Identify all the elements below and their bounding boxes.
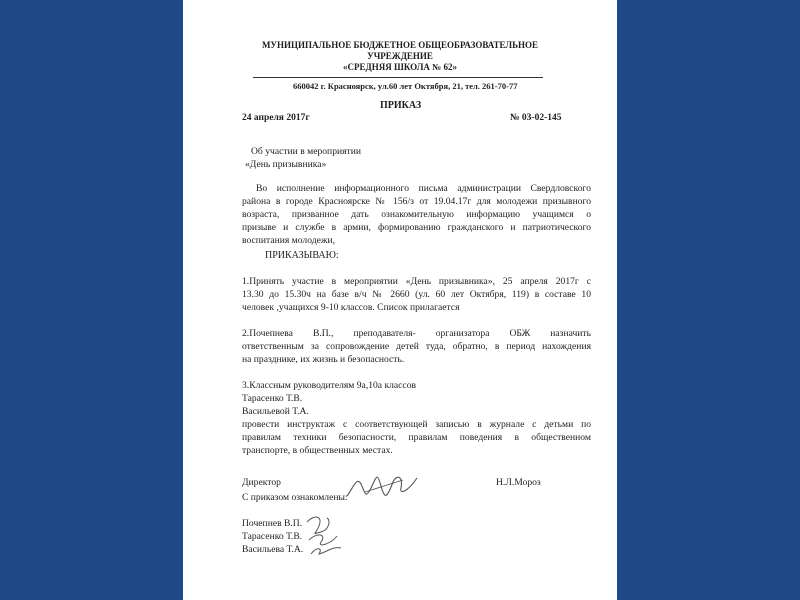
staff-signatures <box>301 512 349 558</box>
item1-line: 13.30 до 15.30ч на базе в/ч № 2660 (ул. 60 лет Октября, 119) в составе 10 <box>242 289 591 300</box>
item3-head-line: 3.Классным руководителям 9а,10а классов <box>242 380 417 391</box>
item3-head-line: Васильевой Т.А. <box>242 406 309 417</box>
item1-line: 1.Принять участие в мероприятии «День призывника», 25 апреля 2017г с <box>242 276 591 287</box>
item3-body-line: правилам техники безопасности, правилам поведения в общественном <box>242 432 591 443</box>
item2-line: 2.Почепнева В.П., преподавателя- организатора ОБЖ назначить <box>242 328 591 339</box>
order-number: № 03-02-145 <box>510 113 562 123</box>
acquainted-name: Васильева Т.А. <box>242 544 304 555</box>
acquainted-name: Тарасенко Т.В. <box>242 531 303 542</box>
order-date: 24 апреля 2017г <box>242 113 310 123</box>
item3-body-line: транспорте, в общественных местах. <box>242 445 393 456</box>
item1-line: человек ,учащихся 9-10 классов. Список прилагается <box>242 302 460 313</box>
org-name-line3: «СРЕДНЯЯ ШКОЛА № 62» <box>343 62 457 72</box>
preamble-line: возраста, призванное дать ознакомительную информацию учащимся о <box>242 209 591 220</box>
acquainted-label: С приказом ознакомлены: <box>242 492 348 503</box>
item3-head-line: Тарасенко Т.В. <box>242 393 303 404</box>
preamble-line: района в городе Красноярске № 156/з от 19.04.17г для молодежи призывного <box>242 196 591 207</box>
director-name: Н.Л.Мороз <box>496 477 541 488</box>
preamble-line: воспитания молодежи, <box>242 235 336 246</box>
order-title: ПРИКАЗ <box>380 100 422 111</box>
item2-line: на празднике, их жизнь и безопасность. <box>242 354 405 365</box>
acquainted-name: Почепнев В.П. <box>242 518 303 529</box>
item3-body-line: провести инструктаж с соответствующей записью в журнале с детьми по <box>242 419 591 430</box>
director-label: Директор <box>242 477 281 488</box>
org-name-line1: МУНИЦИПАЛЬНОЕ БЮДЖЕТНОЕ ОБЩЕОБРАЗОВАТЕЛЬНОЕ <box>261 40 539 50</box>
org-address: 660042 г. Красноярск, ул.60 лет Октября, 21, тел. 261-70-77 <box>293 81 518 91</box>
subject-line: «День призывника» <box>245 159 327 170</box>
org-name-line2: УЧРЕЖДЕНИЕ <box>367 51 433 61</box>
header-divider <box>253 77 543 78</box>
item2-line: ответственным за сопровождение детей туда, обратно, в период нахождения <box>242 341 591 352</box>
preamble-line: Во исполнение информационного письма администрации Свердловского <box>256 183 591 194</box>
command-word: ПРИКАЗЫВАЮ: <box>265 250 339 261</box>
subject-line: Об участии в мероприятии <box>251 146 361 157</box>
director-signature <box>343 466 423 506</box>
preamble-line: призыве и службе в армии, формированию гражданского и патриотического <box>242 222 591 233</box>
document-page <box>183 0 617 600</box>
